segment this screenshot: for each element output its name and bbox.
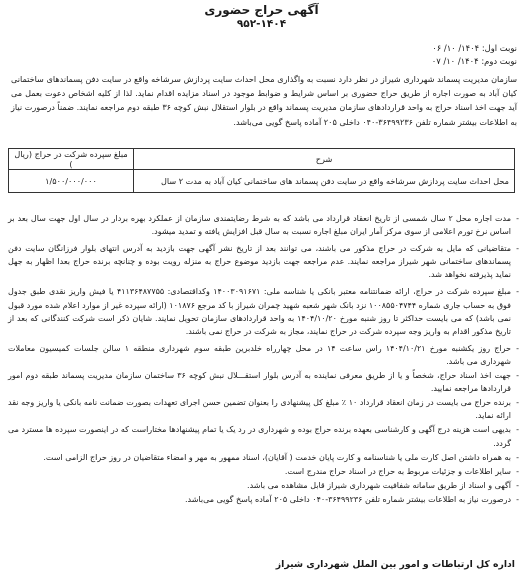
table-header-row <box>9 149 515 170</box>
terms-item: - درصورت نیاز به اطلاعات بیشتر شماره تلفن ۳۶۴۹۹۲۳۶-۰۴۰ داخلی ۲۰۵ آماده پاسخ گویی می‌باشد. <box>8 493 519 506</box>
terms-item: - مبلغ سپرده شرکت در حراج، ارائه ضمانتنامه معتبر بانکی یا شناسه ملی: ۱۴۰۰۳۰۹۱۶۷۱ وکداقتصادی: ۴۱۱۳۶۴۸۷۷۵۵ یا فیش واریز نقدی طبق جدول فوق به حساب جاری شماره ۱۰۰۸۵۵۰۴۷۴۴ نزد بانک شهر شعبه شهید چمران شیراز با کد مرجع ۱۰۱۸۷۶ (ارائه سپرده غیر از موارد اعلام شده مورد قبول نمی باشد) که می بایست حداکثر تا روز شنبه مورخ ۱۴۰۴/۱۰/۲۰ به واحد قراردادهای سازمان تحویل نمایند. شایان ذکر است شرکت کنندگانی که بعد از تاریخ مذکور اقدام به واریز وجه سپرده شرکت در حراج نمایند، مجاز به شرکت در حراج نمی باشند. <box>8 285 519 337</box>
notice-title: آگهی حراج حضوری <box>204 3 319 17</box>
date-value: ۱۴۰۴/ ۱۰/ ۰۷ <box>431 56 479 66</box>
terms-item: - مدت اجاره محل ۲ سال شمسی از تاریخ انعقاد قرارداد می باشد که به شرط رضایتمندی سازمان از عملکرد بهره بردار در سال اول جهت سال بعد بر اساس نرخ تورم اعلامی از سوی مرکز آمار ایران مبلغ اجاره نسبت به سال قبل افزایش یافته و تمدید میشود. <box>8 212 519 238</box>
date-row-second <box>317 55 517 68</box>
date-value: ۱۴۰۴/ ۱۰/ ۰۶ <box>432 43 480 53</box>
column-header-description: شرح <box>134 149 515 170</box>
terms-item: - به همراه داشتن اصل کارت ملی یا شناسنامه و کارت پایان خدمت ( آقایان)، اسناد ممهور به مهر و امضاء متقاضیان در روز حراج الزامی است. <box>8 451 519 464</box>
terms-item: - سایر اطلاعات و جزئیات مربوط به حراج در اسناد حراج مندرج است. <box>8 465 519 478</box>
terms-item: - آگهی و اسناد از طریق سامانه شفافیت شهرداری شیراز قابل مشاهده می باشد. <box>8 479 519 492</box>
publication-dates <box>317 42 517 68</box>
terms-item: - متقاضیانی که مایل به شرکت در حراج مذکور می باشند، می توانند بعد از تاریخ نشر آگهی جهت بازدید به آدرس انتهای بلوار فرزانگان سایت دفن پسماندهای ساختمانی شهر شیراز مراجعه نمایند. عدم مراجعه جهت بازدید موضوع حراج به منزله رویت بوده و چنانچه برنده حراج بعدا اظهار به جهل نماید پذیرفته نخواهد شد. <box>8 242 519 281</box>
date-row-first <box>317 42 517 55</box>
terms-item: - برنده حراج می بایست در زمان انعقاد قرارداد ۱۰ ٪ مبلغ کل پیشنهادی را بعنوان تضمین حسن اجرای تعهدات بصورت ضمانت نامه بانکی یا واریز وجه نقد ارائه نماید. <box>8 396 519 422</box>
table-cell-deposit-amount: ۱/۵۰۰/۰۰۰/۰۰۰ <box>9 170 134 193</box>
column-header-deposit: مبلغ سپرده شرکت در حراج (ریال ) <box>9 149 134 170</box>
date-label: نوبت دوم: <box>478 56 517 66</box>
deposit-table <box>8 148 515 193</box>
terms-item: - حراج روز یکشنبه مورخ ۱۴۰۴/۱۰/۲۱ راس ساعت ۱۴ در محل چهارراه خلدبرین طبقه سوم شهرداری منطقه ۱ سالن جلسات کمیسیون معاملات شهرداری می باشد. <box>8 342 519 368</box>
terms-list <box>8 212 519 507</box>
table-cell-description: محل احداث سایت پردازش سرشاخه واقع در سایت دفن پسماند های ساختمانی کیان آباد به مدت ۲ سال <box>134 170 515 193</box>
intro-paragraph: سازمان مدیریت پسماند شهرداری شیراز در نظر دارد نسبت به واگذاری محل احداث سایت پردازش سرشاخه واقع در سایت دفن پسماندهای ساختمانی کیان آباد به صورت اجاره از طریق حراج حضوری بر اساس شرایط و ضوابط موجود در اسناد مزایده اقدام نماید. لذا از کلیه اشخاص دعوت بعمل می آید جهت اخذ اسناد حراج به واحد قراردادهای سازمان مدیریت پسماند واقع در بلوار استقلال نبش کوچه ۳۶ طبقه دوم مراجعه نمایند. ضمناً درصورت نیاز به اطلاعات بیشتر شماره تلفن ۳۶۴۹۹۲۳۶-۰۴۰ داخلی ۲۰۵ آماده پاسخ گویی می‌باشد. <box>11 74 518 127</box>
notice-number: ۹۵۲-۱۴۰۴ <box>236 18 287 30</box>
date-label: نوبت اول: <box>479 43 517 53</box>
terms-item: - جهت اخذ اسناد حراج، شخصاً و یا از طریق معرفی نماینده به آدرس بلوار استقـــلال نبش کوچه ۳۶ ساختمان سازمان مدیریت پسماند طبقه دوم امور قراردادها مراجعه نمایید. <box>8 369 519 395</box>
terms-item: - بدیهی است هزینه درج آگهی و کارشناسی بعهده برنده حراج بوده و شهرداری در رد یک یا تمام پیشنهادها مختاراست که در اینصورت سپرده ها مسترد می گردد. <box>8 423 519 449</box>
table-row <box>9 170 515 193</box>
issuer-signature: اداره کل ارتباطات و امور بین الملل شهرداری شیراز <box>275 559 515 570</box>
